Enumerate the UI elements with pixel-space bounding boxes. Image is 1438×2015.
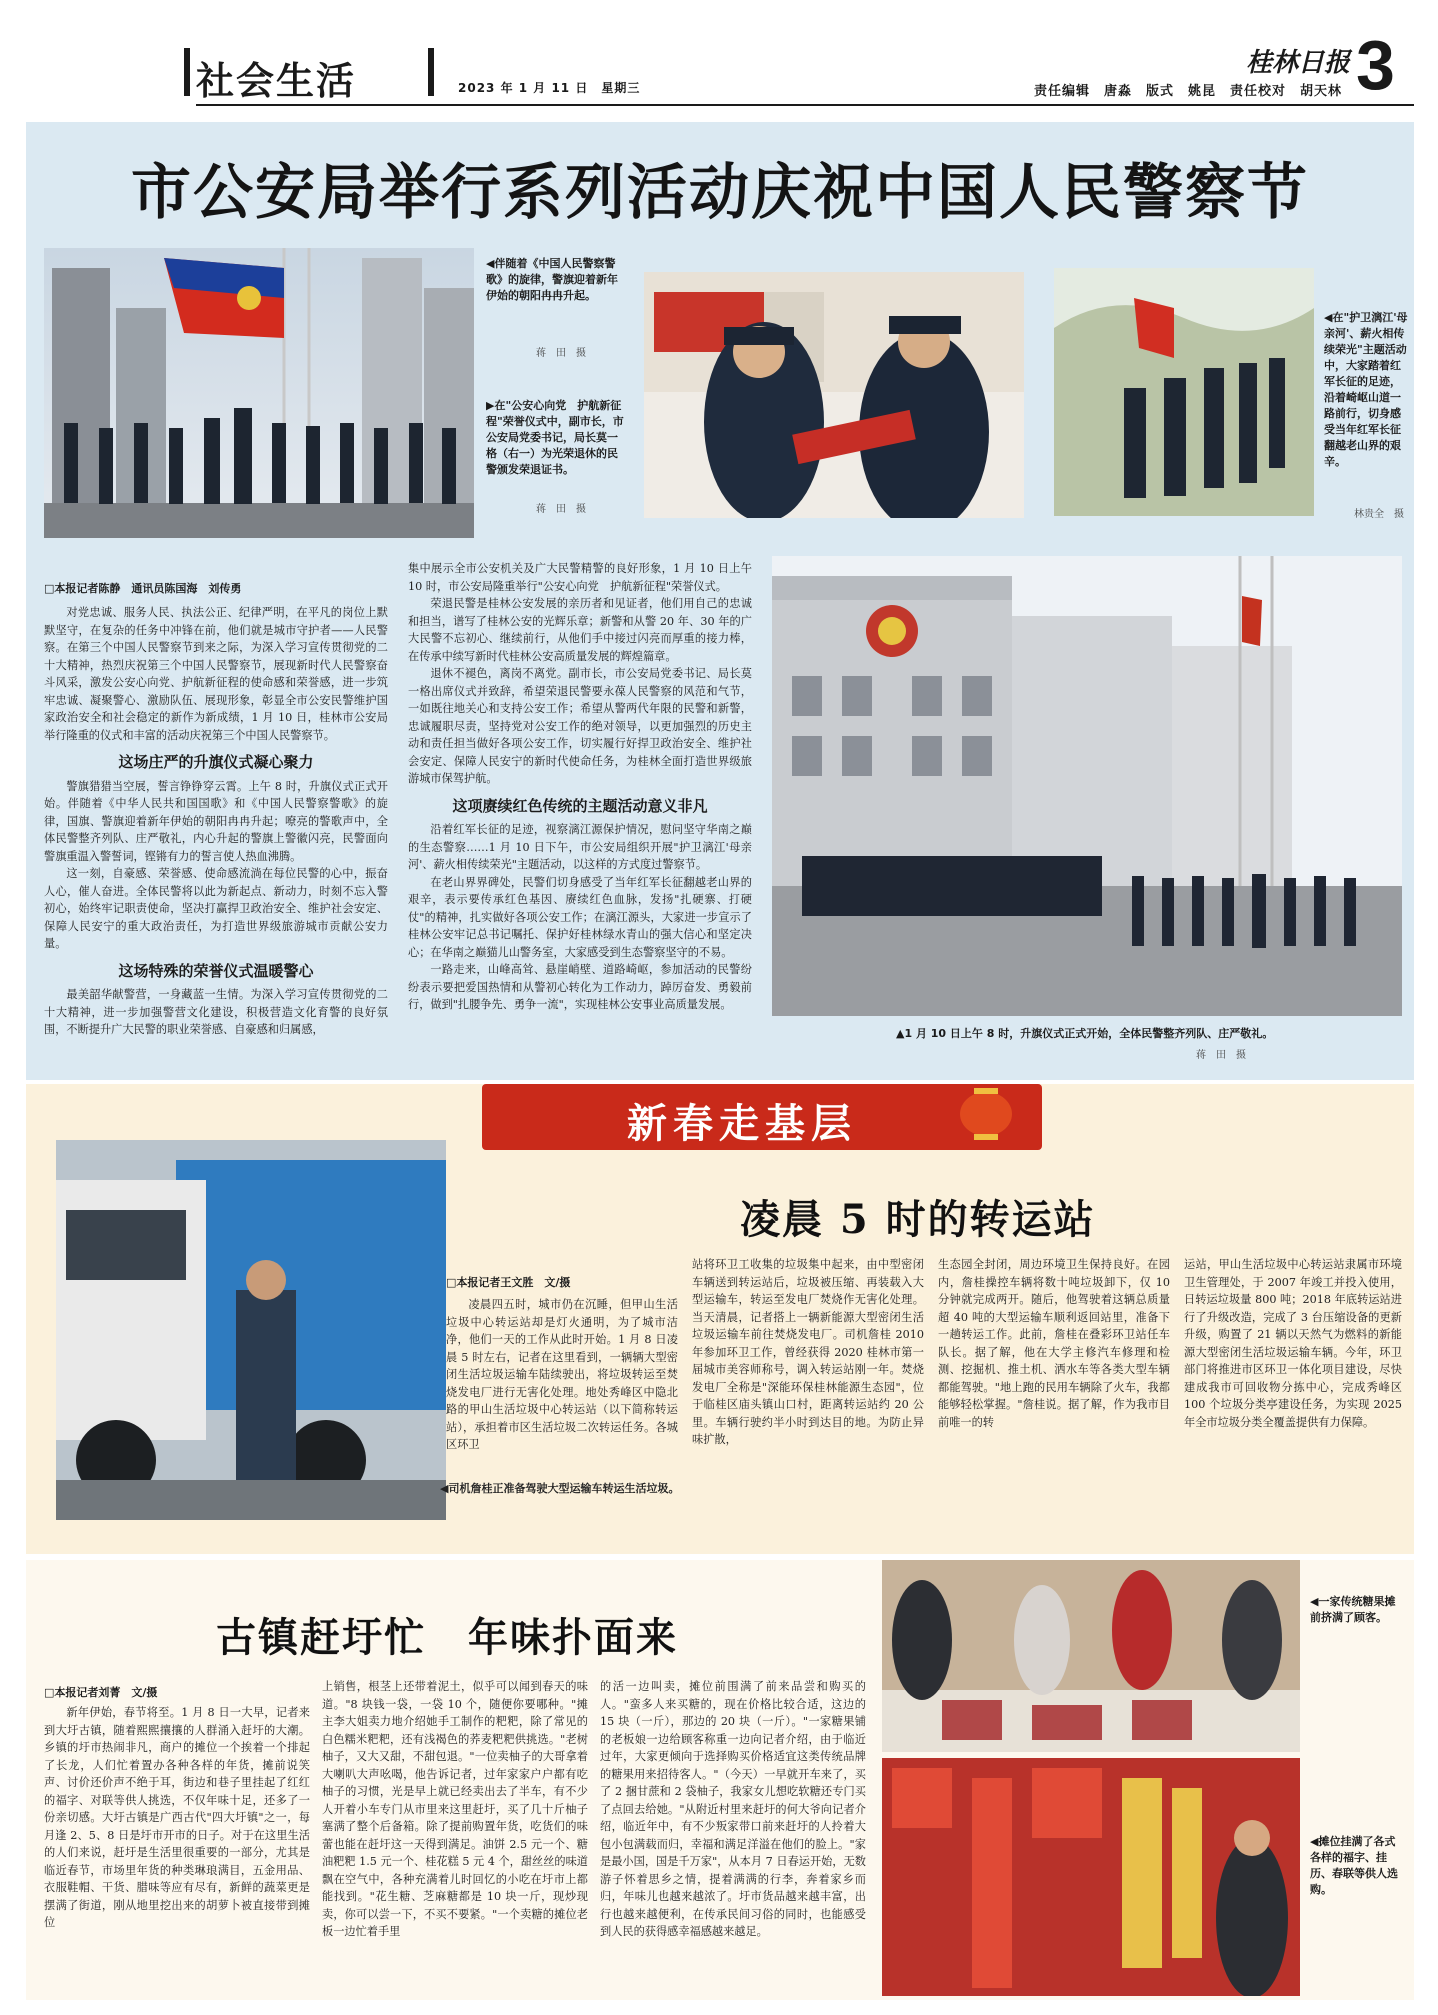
credit-flag-song: 蒋 田 摄 — [536, 348, 586, 359]
market-story-title: 古镇赶圩忙 年味扑面来 — [216, 1614, 678, 1661]
paragraph: 站将环卫工收集的垃圾集中起来，由中型密闭车辆送到转运站后，垃圾被压缩、再装载入大型运输车，转运至发电厂焚烧作无害化处理。当天清晨，记者搭上一辆新能源大型密闭生活垃圾运输车前往焚烧发电厂。司机詹桂 2010 年参加环卫工作，曾经获得 2020 桂林市第一届城市美容师称号，调入转运站刚一年。焚烧发电厂全称是"深能环保桂林能源生态园"，位于临桂区庙头镇山口村，距离转运站约 20 公里。车辆行驶约半小时到达目的地。为防止异味扩散， — [692, 1258, 924, 1446]
station-column-3 — [938, 1256, 1170, 1431]
section-divider-bar — [428, 48, 434, 96]
caption-candy-stall: ◀一家传统糖果摊前挤满了顾客。 — [1310, 1595, 1396, 1624]
feature-column-1 — [44, 604, 388, 1039]
paragraph: 生态园全封闭，周边环境卫生保持良好。在园内，詹桂操控车辆将数十吨垃圾卸下，仅 10 分钟就完成两开。随后，他驾驶着这辆总质量超 40 吨的大型运输车顺利返回站里，准备下一趟转运工作。此前，詹桂在叠彩环卫站任车队长。据了解，他在大学主修汽车修理和检测、挖掘机、推土机、洒水车等各类大型车辆都能驾驶。"地上跑的民用车辆除了火车，我都能够轻松掌握。"詹桂说。据了解，作为我市目前唯一的转 — [938, 1258, 1170, 1429]
subhead-red-tradition: 这项赓续红色传统的主题活动意义非凡 — [452, 796, 708, 815]
masthead — [0, 0, 1438, 118]
dateline: 2023 年 1 月 11 日 星期三 — [458, 81, 641, 95]
paragraph: 凌晨四五时，城市仍在沉睡，但甲山生活垃圾中心转运站却是灯火通明，为了城市洁净，他们一天的工作从此时开始。1 月 8 日凌晨 5 时左右，记者在这里看到，一辆辆大型密闭生活垃圾运输车陆续驶出，将垃圾转运至焚烧发电厂进行无害化处理。地处秀峰区中隐北路的甲山生活垃圾中心转运站（以下简称转运站），承担着市区生活垃圾二次转运任务。各城区环卫 — [446, 1298, 678, 1451]
honor-ceremony-photo — [644, 272, 1024, 518]
subhead-flag: 这场庄严的升旗仪式凝心聚力 — [118, 753, 314, 771]
couplet-stall-photo — [882, 1758, 1300, 1996]
caption-couplet-stall: ◀摊位挂满了各式各样的福字、挂历、春联等供人选购。 — [1310, 1835, 1398, 1896]
market-column-2 — [322, 1678, 588, 1941]
paragraph: 这一刻，自豪感、荣誉感、使命感流淌在每位民警的心中，振奋人心，催人奋进。全体民警将以此为新起点、新动力，时刻不忘入警初心，始终牢记职责使命，坚决打赢捍卫政治安全、维护社会安定、保障人民安宁的重大政治责任，为打造世界级旅游城市贡献公安力量。 — [44, 867, 388, 950]
subhead-honor: 这场特殊的荣誉仪式温暖警心 — [118, 961, 314, 980]
paragraph: 警旗猎猎当空展，誓言铮铮穿云霄。上午 8 时，升旗仪式正式开始。伴随着《中华人民共和国国歌》和《中国人民警察警歌》的旋律，国旗、警旗迎着新年伊始的朝阳冉冉升起；嘹亮的警歌声中，全体民警整齐列队、庄严敬礼，内心升起的警旗上警徽闪亮，民警面向警旗重温入警誓词，铿锵有力的誓言使人热血沸腾。 — [44, 779, 388, 863]
station-column-1 — [446, 1296, 678, 1454]
paragraph: 的活一边叫卖，摊位前围满了前来品尝和购买的人。"蛮多人来买糖的，现在价格比较合适，这边的 15 块（一斤），那边的 20 块（一斤）。"一家糖果铺的老板娘一边给顾客称重一边向记者介绍，由于临近过年，大家更倾向于选择购买价格适宜这类传统品牌的糖果用来招待客人。"（今天）一早就开车来了，买了 2 捆甘蔗和 2 袋柚子，我家女儿想吃软糖还专门买了点回去给她。"从附近村里来赶圩的何大爷向记者介绍，临近年中，有不少叛家带口前来赶圩的人拎着大包小包满载而归，幸福和满足洋溢在他们的脸上。"家是最小国，国是千万家"，从本月 7 日春运开始，无数游子怀着思乡之情，提着满满的行李，奔着家乡而归，年味儿也越来越浓了。圩市货品越来越丰富，出行也越来越便利，在传承民间习俗的同时，也能感受到人民的获得感幸福感越来越足。 — [600, 1680, 866, 1938]
market-column-3 — [600, 1678, 866, 1941]
credit-march: 林贵全 摄 — [1354, 509, 1404, 520]
garbage-truck-photo — [56, 1140, 446, 1520]
paragraph: 沿着红军长征的足迹，视察漓江源保护情况，慰问坚守华南之巅的生态警察……1 月 10 日下午，市公安局组织开展"护卫漓江'母亲河'、薪火相传续荣光"主题活动，以这样的方式度过警察节。 — [408, 823, 752, 871]
mountain-march-photo — [1054, 268, 1314, 516]
station-story-title: 凌晨 5 时的转运站 — [740, 1196, 1096, 1243]
paragraph: 荣退民警是桂林公安发展的亲历者和见证者，他们用自己的忠诚和担当，谱写了桂林公安的光辉乐章；新警和从警 20 年、30 年的广大民警不忘初心、继续前行，从他们手中接过闪亮而厚重的接力棒，在传承中续写新时代桂林公安高质量发展的辉煌篇章。 — [408, 597, 752, 663]
header-rule — [196, 104, 1414, 106]
section-divider-bar — [184, 48, 190, 96]
editors-line: 责任编辑 唐淼 版式 姚昆 责任校对 胡天林 — [1034, 84, 1343, 99]
feature-headline: 市公安局举行系列活动庆祝中国人民警察节 — [131, 158, 1309, 228]
market-column-1 — [44, 1704, 310, 1932]
caption-flag-song: ◀伴随着《中国人民警察警歌》的旋律，警旗迎着新年伊始的朝阳冉冉升起。 — [486, 257, 618, 302]
feature-lead: 对党忠诚、服务人民、执法公正、纪律严明，在平凡的岗位上默默坚守，在复杂的任务中冲锋在前，他们就是城市守护者——人民警察。在第三个中国人民警察节到来之际，为深入学习宣传贯彻党的二十大精神，热烈庆祝第三个中国人民警察节，展现新时代人民警察奋斗风采，激发公安心向党、护航新征程的使命感和荣誉感，进一步筑牢忠诚、凝聚警心、激励队伍、展现形象，彰显全市公安民警维护国家政治安全和社会稳定的新作为新成绩，1 月 10 日，桂林市公安局举行隆重的仪式和丰富的活动庆祝第三个中国人民警察节。 — [44, 606, 388, 742]
paragraph: 新年伊始，春节将至。1 月 8 日一大早，记者来到大圩古镇，随着熙熙攘攘的人群涌入赶圩的大潮。乡镇的圩市热闹非凡，商户的摊位一个挨着一个排起了长龙，人们忙着置办各种各样的年货，摊前说笑声、讨价还价声不绝于耳，街边和巷子里挂起了红红的福字、对联等供人挑选，不仅年味十足，还多了一份亲切感。大圩古镇是广西古代"四大圩镇"之一，每月逢 2、5、8 日是圩市开市的日子。对于在这里生活的人们来说，赶圩是生活里很重要的一部分，尤其是临近春节，市场里年货的种类琳琅满目，五金用品、衣服鞋帽、干货、腊味等应有尽有，新鲜的蔬菜更是摆满了街道，刚从地里挖出来的胡萝卜被直接带到摊位 — [44, 1706, 310, 1929]
flag-raising-photo — [44, 248, 474, 538]
truck-photo-caption: ◀司机詹桂正准备驾驶大型运输车转运生活垃圾。 — [440, 1482, 680, 1495]
caption-ceremony: ▲1 月 10 日上午 8 时，升旗仪式正式开始，全体民警整齐列队、庄严敬礼。 — [896, 1027, 1274, 1040]
paragraph: 退休不褪色，离岗不离党。副市长，市公安局党委书记、局长莫一格出席仪式并致辞，希望荣退民警要永葆人民警察的风范和气节，一如既往地关心和支持公安工作；希望从警两代年限的民警和新警，忠诚履职尽责，坚持党对公安工作的绝对领导，以更加强烈的历史主动和责任担当做好各项公安工作，切实履行好捍卫政治安全、维护社会安定、保障人民安宁的新时代使命任务，为桂林全面打造世界级旅游城市保驾护航。 — [408, 667, 752, 785]
lantern-icon — [946, 1082, 1026, 1142]
credit-ceremony: 蒋 田 摄 — [1196, 1050, 1246, 1061]
section-name: 社会生活 — [196, 58, 357, 103]
paragraph: 上销售，根茎上还带着泥土，似乎可以闻到春天的味道。"8 块钱一袋，一袋 10 个，随便你要哪种。"摊主李大姐卖力地介绍她手工制作的粑粑，除了常见的白色糯米粑粑，还有浅褐色的荞麦粑粑供挑选。"老树柚子，又大又甜，不甜包退。"一位卖柚子的大哥拿着大喇叭大声吆喝，他告诉记者，过年家家户户都有吃柚子的习惯，光是早上就已经卖出去了半车，有不少人开着小车专门从市里来这里赶圩，买了几十斤柚子塞满了整个后备箱。除了提前购置年货，吃货们的味蕾也能在赶圩这一天得到满足。油饼 2.5 元一个、糖油粑粑 1.5 元一个、桂花糕 5 元 4 个，甜丝丝的味道飘在空气中，各种充满着儿时回忆的小吃在圩市上都能找到。"花生糖、芝麻糖都是 10 块一斤，现炒现卖，你可以尝一下，不买不要紧。"一个卖糖的摊位老板一边忙着手里 — [322, 1680, 588, 1938]
market-byline: □本报记者刘菁 文/摄 — [44, 1686, 158, 1699]
paragraph: 集中展示全市公安机关及广大民警精警的良好形象，1 月 10 日上午 10 时，市公安局隆重举行"公安心向党 护航新征程"荣誉仪式。 — [408, 562, 752, 593]
station-column-2 — [692, 1256, 924, 1449]
paper-logo: 桂林日报 — [1246, 48, 1351, 78]
station-column-4 — [1184, 1256, 1402, 1431]
credit-honor: 蒋 田 摄 — [536, 504, 586, 515]
paragraph: 一路走来，山峰高耸、悬崖峭壁、道路崎岖，参加活动的民警纷纷表示要把爱国热情和从警初心转化为工作动力，踔厉奋发、勇毅前行，做到"扎腰争先、勇争一流"，实现桂林公安事业高质量发展。 — [408, 963, 752, 1011]
feature-byline: □本报记者陈静 通讯员陈国海 刘传勇 — [44, 582, 242, 595]
page-number: 3 — [1356, 26, 1395, 104]
ceremony-main-photo — [772, 556, 1402, 1016]
caption-march: ◀在"护卫漓江'母亲河'、薪火相传续荣光"主题活动中，大家踏着红军长征的足迹，沿着崎岖山道一路前行，切身感受当年红军长征翻越老山界的艰辛。 — [1324, 311, 1408, 468]
paragraph: 运站，甲山生活垃圾中心转运站隶属市环境卫生管理处，于 2007 年竣工并投入使用，日转运垃圾量 800 吨；2018 年底转运站进行了升级改造，完成了 3 台压缩设备的更新升级，购置了 21 辆以天然气为燃料的新能源大型密闭生活垃圾运输车辆。今年，环卫部门将推进市区环卫一体化项目建设，尽快建成我市可回收物分拣中心，完成秀峰区 100 个垃圾分类亭建设任务，为实现 2025 年全市垃圾分类全覆盖提供有力保障。 — [1184, 1258, 1402, 1429]
station-byline: □本报记者王文胜 文/摄 — [446, 1276, 571, 1289]
banner-title: 新春走基层 — [627, 1100, 857, 1147]
candy-stall-photo — [882, 1560, 1300, 1752]
caption-honor: ▶在"公安心向党 护航新征程"荣誉仪式中，副市长，市公安局党委书记，局长莫一格（右一）为光荣退休的民警颁发荣退证书。 — [486, 399, 624, 476]
feature-column-2 — [408, 560, 752, 1014]
paragraph: 在老山界界碑处，民警们切身感受了当年红军长征翻越老山界的艰辛，表示要传承红色基因、赓续红色血脉，发扬"扎硬寨、打硬仗"的精神，扎实做好各项公安工作；在漓江源头，大家进一步宣示了桂林公安牢记总书记嘱托、保护好桂林绿水青山的强大信心和坚定决心；在华南之巅猫儿山警务室，大家感受到生态警察坚守的不易。 — [408, 875, 752, 959]
paragraph: 最美韶华献警营，一身藏蓝一生情。为深入学习宣传贯彻党的二十大精神，进一步加强警营文化建设，积极营造文化育警的良好氛围，不断提升广大民警的职业荣誉感、自豪感和归属感， — [44, 988, 388, 1036]
